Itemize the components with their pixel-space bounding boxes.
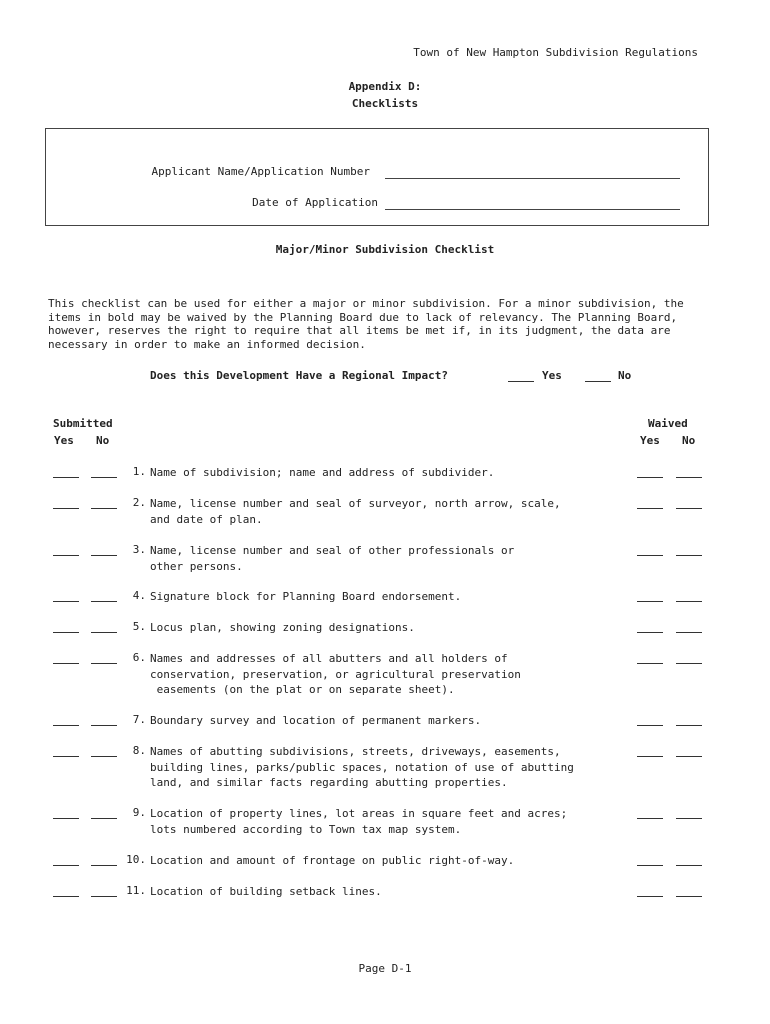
submitted-no-blank[interactable] [91,477,117,478]
submitted-no-blank[interactable] [91,896,117,897]
applicant-info-box [45,128,709,226]
item-text: Location of building setback lines. [150,885,382,898]
waived-no-blank[interactable] [676,896,702,897]
submitted-yes-blank[interactable] [53,663,79,664]
submitted-no-blank[interactable] [91,555,117,556]
regional-impact-no-label: No [618,369,632,382]
waived-yes-blank[interactable] [637,508,663,509]
checklists-title: Checklists [351,97,419,110]
application-date-label: Date of Application [252,196,378,209]
waived-yes-blank[interactable] [637,601,663,602]
item-text: Names and addresses of all abutters and all holders of conservation, preservation, or agricultural preservation easements (on the plat or on separate sheet). [150,652,521,696]
waived-yes-blank[interactable] [637,818,663,819]
waived-yes-blank[interactable] [637,865,663,866]
item-number: 7. [132,713,146,726]
waived-header: Waived [648,417,688,430]
submitted-header: Submitted [53,417,113,430]
item-text: Name, license number and seal of other professionals or other persons. [150,544,515,573]
submitted-no-blank[interactable] [91,865,117,866]
waived-yes-blank[interactable] [637,663,663,664]
item-text: Locus plan, showing zoning designations. [150,621,415,634]
item-number: 9. [132,806,146,819]
waived-no-blank[interactable] [676,601,702,602]
waived-yes-blank[interactable] [637,756,663,757]
item-number: 5. [132,620,146,633]
submitted-no-header: No [96,434,110,447]
submitted-yes-blank[interactable] [53,632,79,633]
running-header: Town of New Hampton Subdivision Regulations [413,46,698,59]
item-number: 6. [132,651,146,664]
submitted-yes-blank[interactable] [53,601,79,602]
submitted-no-blank[interactable] [91,508,117,509]
submitted-yes-blank[interactable] [53,725,79,726]
regional-impact-question: Does this Development Have a Regional Impact? [150,369,449,382]
submitted-yes-blank[interactable] [53,477,79,478]
applicant-name-label: Applicant Name/Application Number [151,165,370,178]
submitted-yes-blank[interactable] [53,508,79,509]
item-text: Location and amount of frontage on public right-of-way. [150,854,515,867]
submitted-yes-blank[interactable] [53,555,79,556]
submitted-no-blank[interactable] [91,725,117,726]
item-number: 1. [132,465,146,478]
submitted-yes-header: Yes [54,434,74,447]
submitted-no-blank[interactable] [91,632,117,633]
item-text: Name, license number and seal of surveyor, north arrow, scale, and date of plan. [150,497,561,526]
item-text: Location of property lines, lot areas in square feet and acres; lots numbered according to Town tax map system. [150,807,568,836]
item-number: 11. [126,884,146,897]
item-number: 4. [132,589,146,602]
regional-impact-yes-label: Yes [542,369,562,382]
waived-no-blank[interactable] [676,477,702,478]
submitted-no-blank[interactable] [91,663,117,664]
submitted-yes-blank[interactable] [53,865,79,866]
waived-no-blank[interactable] [676,818,702,819]
item-number: 8. [132,744,146,757]
waived-yes-blank[interactable] [637,725,663,726]
submitted-no-blank[interactable] [91,818,117,819]
submitted-no-blank[interactable] [91,756,117,757]
waived-no-blank[interactable] [676,555,702,556]
waived-no-blank[interactable] [676,756,702,757]
waived-no-blank[interactable] [676,508,702,509]
submitted-yes-blank[interactable] [53,818,79,819]
waived-yes-blank[interactable] [637,477,663,478]
item-number: 2. [132,496,146,509]
waived-yes-blank[interactable] [637,632,663,633]
page-number: Page D-1 [358,962,412,975]
application-date-field[interactable] [385,209,680,210]
submitted-no-blank[interactable] [91,601,117,602]
waived-no-blank[interactable] [676,865,702,866]
submitted-yes-blank[interactable] [53,756,79,757]
waived-yes-blank[interactable] [637,555,663,556]
waived-no-blank[interactable] [676,632,702,633]
checklist-title: Major/Minor Subdivision Checklist [275,243,495,256]
item-text: Signature block for Planning Board endorsement. [150,590,462,603]
item-number: 10. [126,853,146,866]
waived-no-blank[interactable] [676,725,702,726]
waived-yes-header: Yes [640,434,660,447]
regional-impact-no-blank[interactable] [585,381,611,382]
waived-yes-blank[interactable] [637,896,663,897]
waived-no-blank[interactable] [676,663,702,664]
item-text: Boundary survey and location of permanent markers. [150,714,482,727]
item-text: Names of abutting subdivisions, streets, driveways, easements, building lines, parks/public spaces, notation of use of abutting land, and similar facts regarding abutting properties. [150,745,574,789]
submitted-yes-blank[interactable] [53,896,79,897]
item-number: 3. [132,543,146,556]
waived-no-header: No [682,434,696,447]
intro-paragraph: This checklist can be used for either a major or minor subdivision. For a minor subdivision, the items in bold may be waived by the Planning Board due to lack of relevancy. The Planning Board, however, reserves the right to require that all items be met if, in its judgment, the data are necessary in order to make an informed decision. [48,297,684,351]
appendix-title: Appendix D: [348,80,422,93]
item-text: Name of subdivision; name and address of subdivider. [150,466,495,479]
applicant-name-field[interactable] [385,178,680,179]
regional-impact-yes-blank[interactable] [508,381,534,382]
